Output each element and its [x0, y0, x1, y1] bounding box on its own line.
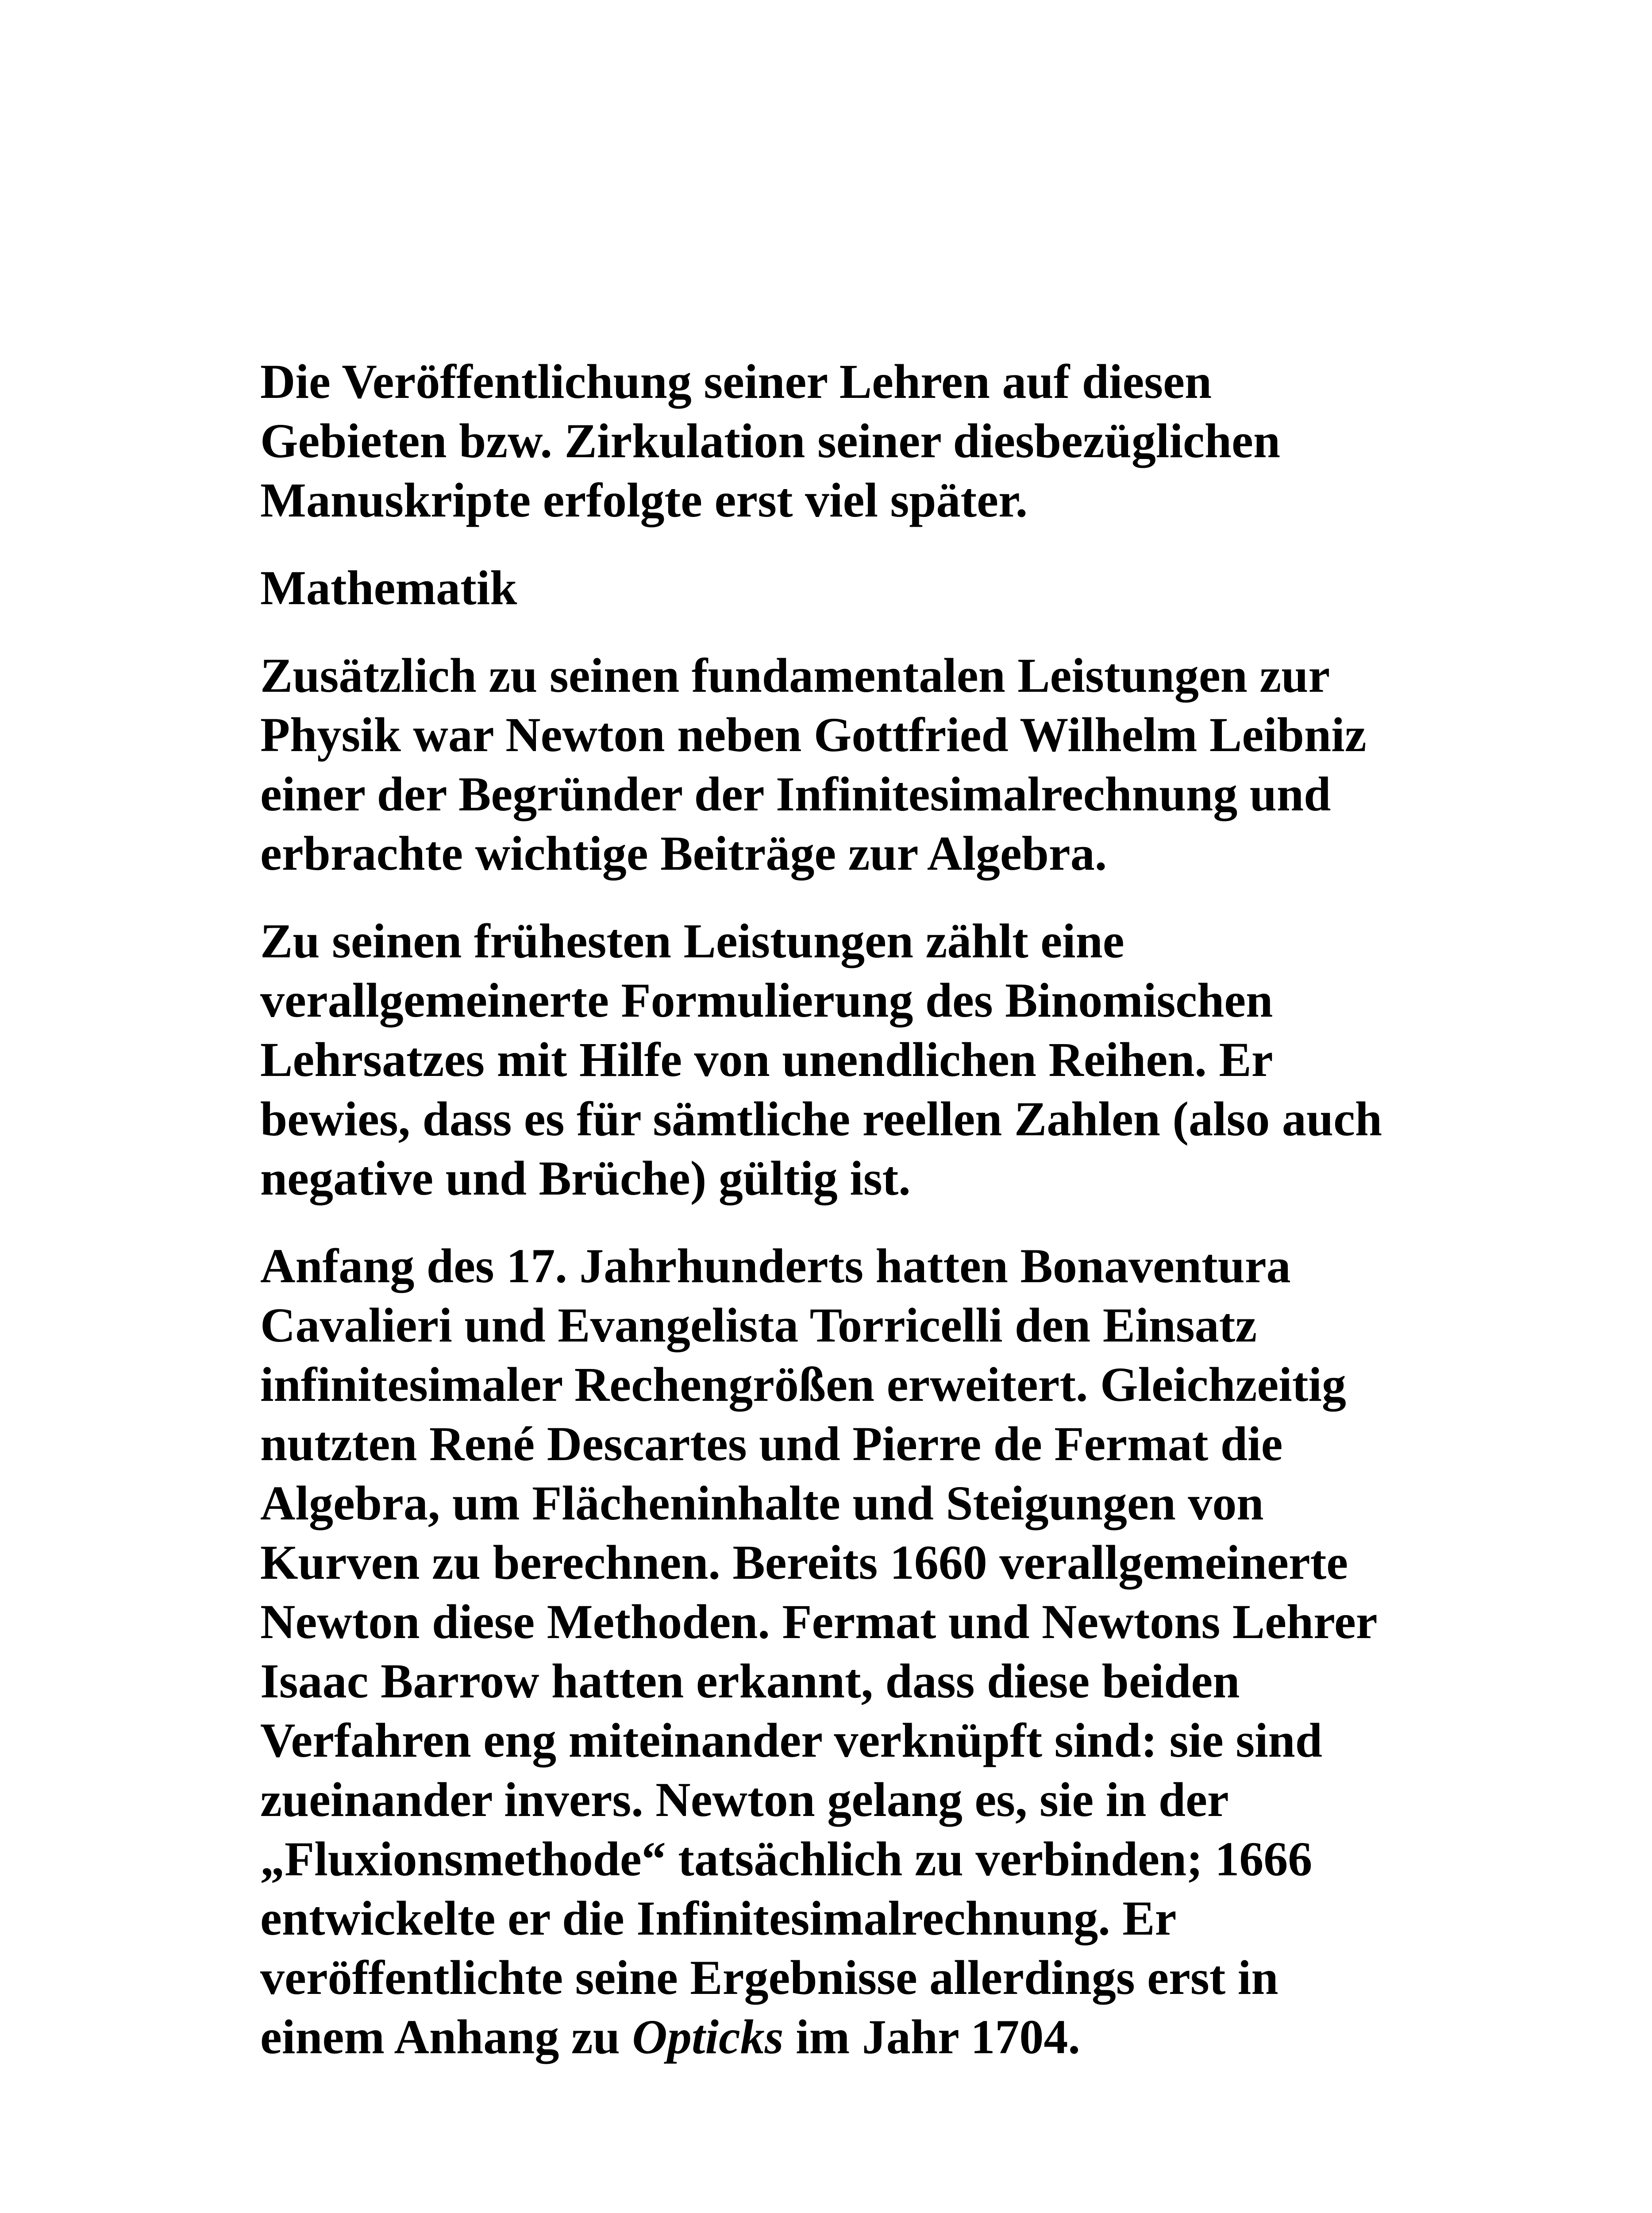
paragraph-3	[260, 911, 1455, 1208]
text-line: erbrachte wichtige Beiträge zur Algebra.	[260, 826, 1107, 880]
text-line: infinitesimaler Rechengrößen erweitert. Gleichzeitig	[260, 1357, 1346, 1411]
text-line: negative und Brüche) gültig ist.	[260, 1151, 911, 1205]
text-line: Manuskripte erfolgte erst viel später.	[260, 473, 1028, 527]
text-line: Anfang des 17. Jahrhunderts hatten Bonaventura	[260, 1239, 1291, 1293]
text-line: „Fluxionsmethode“ tatsächlich zu verbinden; 1666	[260, 1832, 1313, 1886]
text-line: Newton diese Methoden. Fermat und Newtons Lehrer	[260, 1595, 1378, 1649]
document-body	[260, 352, 1455, 2095]
paragraph-2	[260, 646, 1455, 883]
text-segment: einem Anhang zu	[260, 2010, 632, 2064]
text-line: Kurven zu berechnen. Bereits 1660 verallgemeinerte	[260, 1535, 1348, 1589]
book-title-opticks: Opticks	[632, 2010, 784, 2064]
section-heading-mathematik	[260, 558, 1455, 617]
text-line: zueinander invers. Newton gelang es, sie in der	[260, 1773, 1229, 1827]
text-line: bewies, dass es für sämtliche reellen Zahlen (also auch	[260, 1092, 1382, 1146]
text-line: Zusätzlich zu seinen fundamentalen Leistungen zur	[260, 648, 1330, 702]
text-line: veröffentlichte seine Ergebnisse allerdings erst in	[260, 1951, 1278, 2005]
text-line: Isaac Barrow hatten erkannt, dass diese beiden	[260, 1654, 1240, 1708]
text-line: Cavalieri und Evangelista Torricelli den Einsatz	[260, 1298, 1257, 1352]
text-line: Verfahren eng miteinander verknüpft sind: sie sind	[260, 1713, 1322, 1767]
paragraph-4	[260, 1236, 1455, 2066]
text-line: einer der Begründer der Infinitesimalrechnung und	[260, 767, 1331, 821]
text-line-last	[260, 2007, 1455, 2066]
paragraph-1	[260, 352, 1455, 530]
text-line: entwickelte er die Infinitesimalrechnung. Er	[260, 1891, 1177, 1945]
section-heading-text: Mathematik	[260, 561, 517, 615]
text-segment: im Jahr 1704.	[783, 2010, 1080, 2064]
text-line: Gebieten bzw. Zirkulation seiner diesbezüglichen	[260, 414, 1281, 468]
text-line: verallgemeinerte Formulierung des Binomischen	[260, 973, 1273, 1027]
text-line: Zu seinen frühesten Leistungen zählt eine	[260, 914, 1124, 968]
text-line: Die Veröffentlichung seiner Lehren auf diesen	[260, 355, 1212, 409]
text-line: Physik war Newton neben Gottfried Wilhelm Leibniz	[260, 708, 1367, 762]
text-line: Lehrsatzes mit Hilfe von unendlichen Reihen. Er	[260, 1033, 1273, 1087]
text-line: nutzten René Descartes und Pierre de Fermat die	[260, 1417, 1283, 1471]
text-line: Algebra, um Flächeninhalte und Steigungen von	[260, 1476, 1264, 1530]
